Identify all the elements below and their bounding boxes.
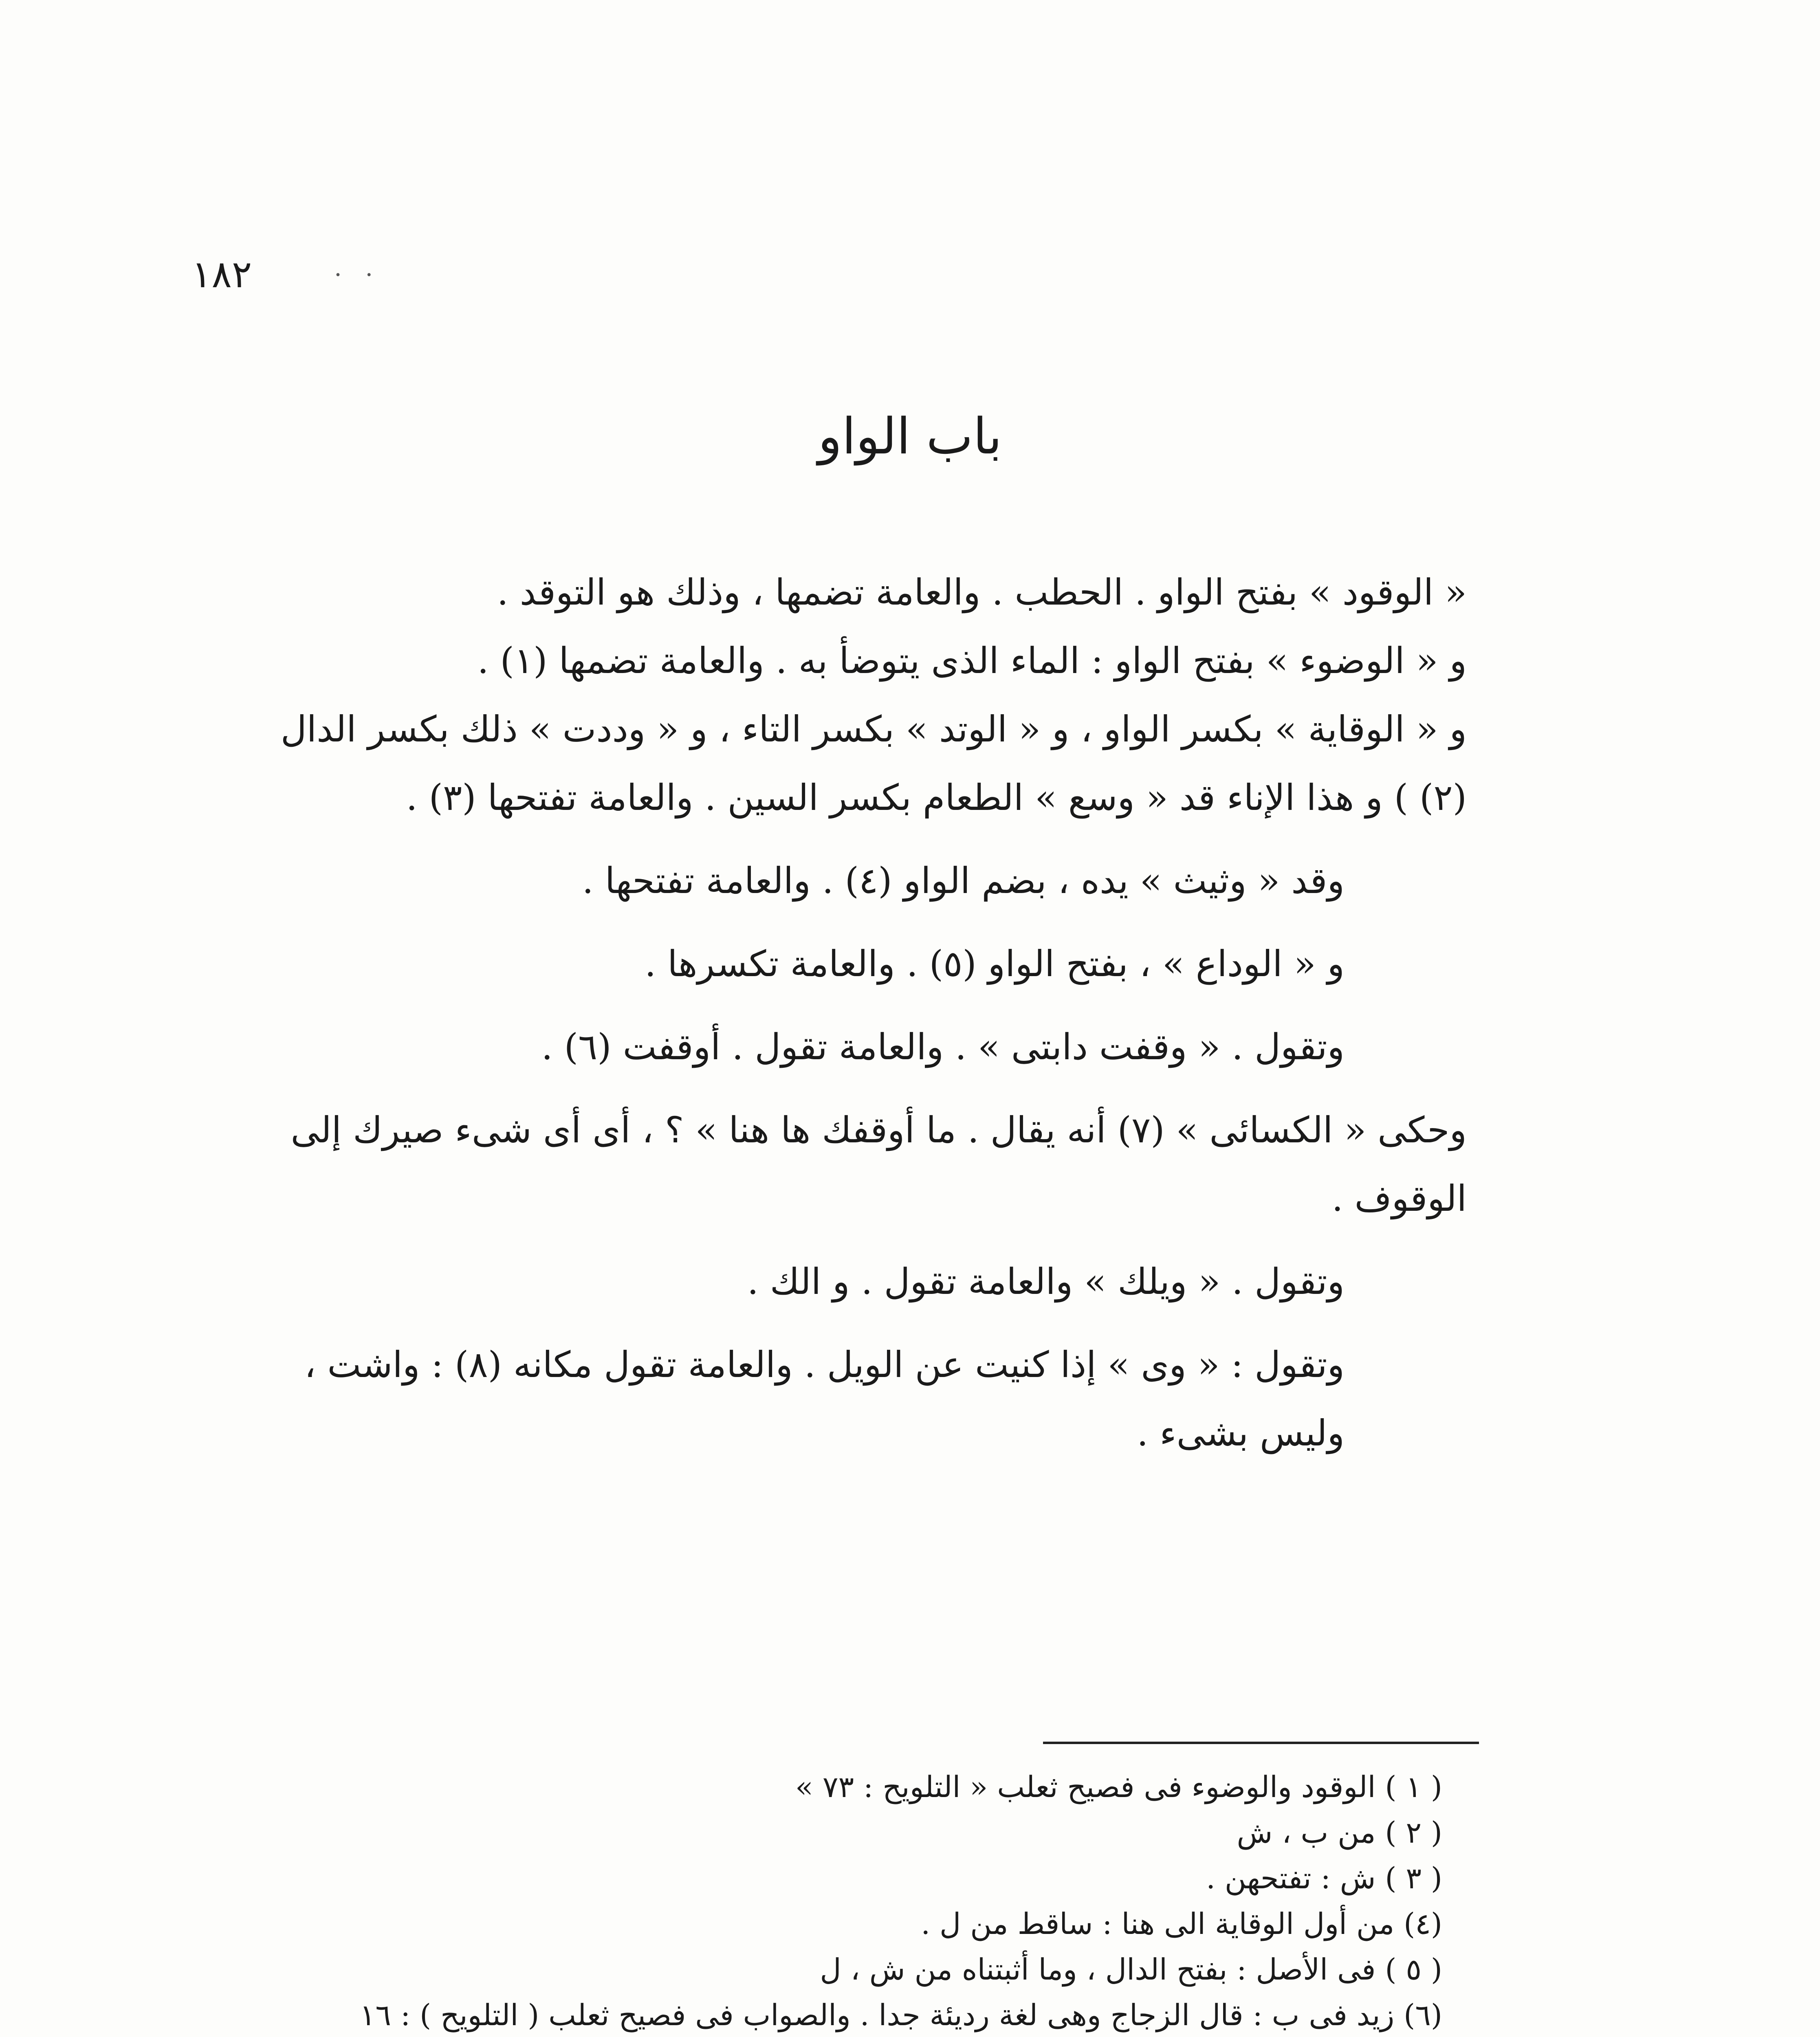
main-text (261, 558, 1467, 1467)
footnote: (٦) زيد فى ب : قال الزجاج وهى لغة رديئة جدا . والصواب فى فصيح ثعلب ( التلويح ) : ١٦ (359, 1998, 1442, 2032)
page-number: ١٨٢ (191, 253, 252, 296)
chapter-heading: باب الواو (818, 407, 1002, 465)
paragraph: وتقول . « ويلك » والعامة تقول . و الك . (747, 1260, 1345, 1302)
footnote: ( ٢ ) من ب ، ش (1237, 1815, 1442, 1850)
paragraph: وتقول : « وى » إذا كنيت عن الويل . والعامة تقول مكانه (٨) : واشت ، وليس بشىء . (304, 1344, 1345, 1454)
footnote: (٤) من أول الوقاية الى هنا : ساقط من ل . (921, 1907, 1442, 1941)
paragraph: و « الوقاية » بكسر الواو ، و « الوتد » بكسر التاء ، و « وددت » ذلك بكسر الدال (٢) ) و هذا الإناء قد « وسع » الطعام بكسر السين . والعامة تفتحها (٣) . (280, 708, 1467, 818)
paragraph: وتقول . « وقفت دابتى » . والعامة تقول . أوقفت (٦) . (541, 1026, 1345, 1068)
margin-marks: · · (334, 261, 373, 289)
footnote: ( ٣ ) ش : تفتحهن . (1206, 1861, 1442, 1895)
footnote-divider (1043, 1742, 1479, 1744)
paragraph: و « الوضوء » بفتح الواو : الماء الذى يتوضأ به . والعامة تضمها (١) . (477, 640, 1467, 682)
paragraph: و « الوداع » ، بفتح الواو (٥) . والعامة تكسرها . (645, 943, 1345, 985)
footnote: ( ١ ) الوقود والوضوء فى فصيح ثعلب « التلويح : ٧٣ » (795, 1770, 1442, 1804)
paragraph: « الوقود » بفتح الواو . الحطب . والعامة تضمها ، وذلك هو التوقد . (497, 571, 1467, 613)
footnote: ( ٥ ) فى الأصل : بفتح الدال ، وما أثبتناه من ش ، ل (820, 1952, 1442, 1986)
footnotes (261, 1764, 1467, 2037)
paragraph: وقد « وثيث » يده ، بضم الواو (٤) . والعامة تفتحها . (582, 860, 1345, 902)
paragraph: وحكى « الكسائى » (٧) أنه يقال . ما أوقفك ها هنا » ؟ ، أى أى شىء صيرك إلى الوقوف . (290, 1109, 1467, 1219)
